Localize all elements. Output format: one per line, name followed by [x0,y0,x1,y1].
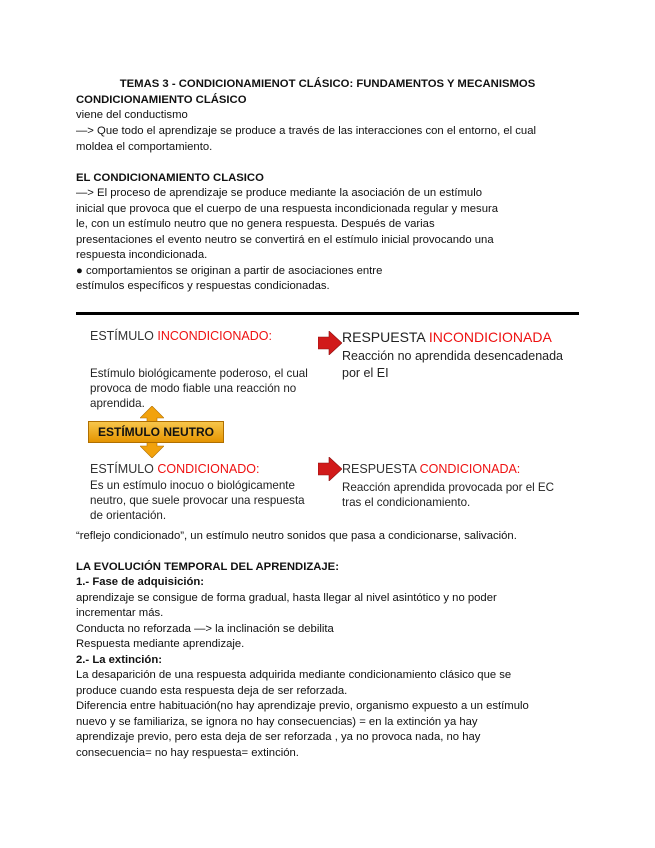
phase2-line: nuevo y se familiariza, se ignora no hay consecuencias) = en la extinción ya hay [76,716,478,728]
section1-line: presentaciones el evento neutro se convertirá en el estímulo inicial provocando una [76,234,494,246]
phase2-line: aprendizaje previo, pero esta deja de ser reforzada , ya no provoca nada, no hay [76,731,481,743]
section1-line: respuesta incondicionada. [76,249,208,261]
section1-line: ● comportamientos se originan a partir de asociaciones entre [76,265,383,277]
phase1-line: aprendizaje se consigue de forma gradual, hasta llegar al nivel asintótico y no poder [76,592,497,604]
section2-heading: LA EVOLUCIÓN TEMPORAL DEL APRENDIZAJE: [76,561,339,573]
ei-label: ESTÍMULO INCONDICIONADO: [90,329,272,343]
phase2-line: produce cuando esta respuesta deja de ser reforzada. [76,685,348,697]
neutral-stimulus-box: ESTÍMULO NEUTRO [88,421,224,443]
section1-line: inicial que provoca que el cuerpo de una respuesta incondicionada regular y mesura [76,203,499,215]
ec-label: ESTÍMULO CONDICIONADO: [90,462,260,476]
rc-description: Reacción aprendida provocada por el EC tras el condicionamiento. [342,481,555,509]
phase2-line: La desaparición de una respuesta adquirida mediante condicionamiento clásico que se [76,669,512,681]
phase1-title: 1.- Fase de adquisición: [76,576,205,588]
section-subtitle: CONDICIONAMIENTO CLÁSICO [76,94,247,106]
intro-line: viene del conductismo [76,109,188,121]
phase2-line: Diferencia entre habituación(no hay aprendizaje previo, organismo expuesto a un estímulo [76,700,529,712]
document-title: TEMAS 3 - CONDICIONAMIENOT CLÁSICO: FUNDAMENTOS Y MECANISMOS [119,78,536,90]
intro-line: —> Que todo el aprendizaje se produce a través de las interacciones con el entorno, el cual [76,125,537,137]
phase1-line: Conducta no reforzada —> la inclinación se debilita [76,623,334,635]
arrow-right-icon [318,457,342,481]
arrow-right-icon [318,331,342,355]
ri-label: RESPUESTA INCONDICIONADA [342,329,552,345]
section1-line: estímulos específicos y respuestas condicionadas. [76,280,330,292]
diagram-caption: “reflejo condicionado”, un estímulo neutro sonidos que pasa a condicionarse, salivación. [76,530,517,542]
intro-line: moldea el comportamiento. [76,141,213,153]
phase2-title: 2.- La extinción: [76,654,162,666]
divider-line [76,312,579,315]
phase2-line: consecuencia= no hay respuesta= extinción. [76,747,299,759]
ri-description: Reacción no aprendida desencadenada por el EI [342,349,564,380]
section1-heading: EL CONDICIONAMIENTO CLASICO [76,172,264,184]
section1-line: —> El proceso de aprendizaje se produce mediante la asociación de un estímulo [76,187,482,199]
rc-label: RESPUESTA CONDICIONADA: [342,462,521,476]
ec-description: Es un estímulo inocuo o biológicamente neutro, que suele provocar una respuesta de orientación. [90,479,305,522]
ei-description: Estímulo biológicamente poderoso, el cual provoca de modo fiable una reacción no aprendida. [90,367,308,410]
phase1-line: incrementar más. [76,607,164,619]
section1-line: le, con un estímulo neutro que no genera respuesta. Después de varias [76,218,435,230]
phase1-line: Respuesta mediante aprendizaje. [76,638,245,650]
